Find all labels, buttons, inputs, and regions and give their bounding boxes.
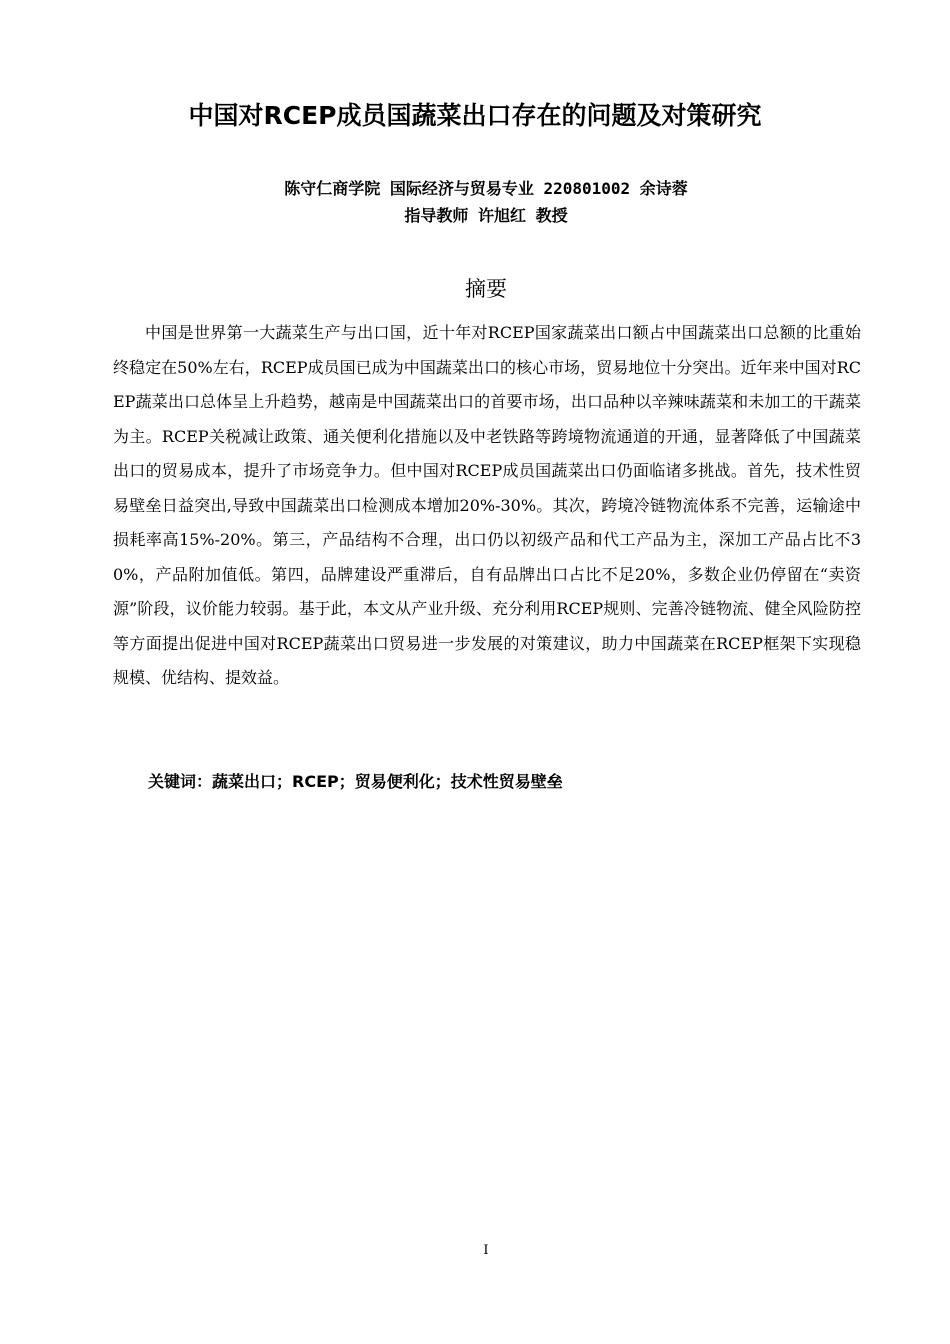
abstract-body: 中国是世界第一大蔬菜生产与出口国，近十年对RCEP国家蔬菜出口额占中国蔬菜出口总额的比重始终稳定在50%左右，RCEP成员国已成为中国蔬菜出口的核心市场，贸易地位十分突出。近年来中国对RCEP蔬菜出口总体呈上升趋势，越南是中国蔬菜出口的首要市场，出口品种以辛辣味蔬菜和未加工的干蔬菜为主。RCEP关税减让政策、通关便利化措施以及中老铁路等跨境物流通道的开通，显著降低了中国蔬菜出口的贸易成本，提升了市场竞争力。但中国对RCEP成员国蔬菜出口仍面临诸多挑战。首先，技术性贸易壁垒日益突出,导致中国蔬菜出口检测成本增加20%-30%。其次，跨境冷链物流体系不完善，运输途中损耗率高15%-20%。第三，产品结构不合理，出口仍以初级产品和代工产品为主，深加工产品占比不30%，产品附加值低。第四，品牌建设严重滞后，自有品牌出口占比不足20%，多数企业仍停留在“卖资源”阶段，议价能力较弱。基于此，本文从产业升级、充分利用RCEP规则、完善冷链物流、健全风险防控等方面提出促进中国对RCEP蔬菜出口贸易进一步发展的对策建议，助力中国蔬菜在RCEP框架下实现稳规模、优结构、提效益。 [113, 323, 861, 687]
abstract-heading: 摘要 [465, 277, 507, 301]
keywords-line: 关键词：蔬菜出口；RCEP；贸易便利化；技术性贸易壁垒 [148, 772, 563, 791]
paper-title: 中国对RCEP成员国蔬菜出口存在的问题及对策研究 [188, 101, 762, 130]
advisor-line: 指导教师 许旭红 教授 [404, 206, 568, 225]
author-line: 陈守仁商学院 国际经济与贸易专业 220801002 余诗蓉 [284, 179, 688, 198]
page-number: I [483, 1243, 489, 1258]
